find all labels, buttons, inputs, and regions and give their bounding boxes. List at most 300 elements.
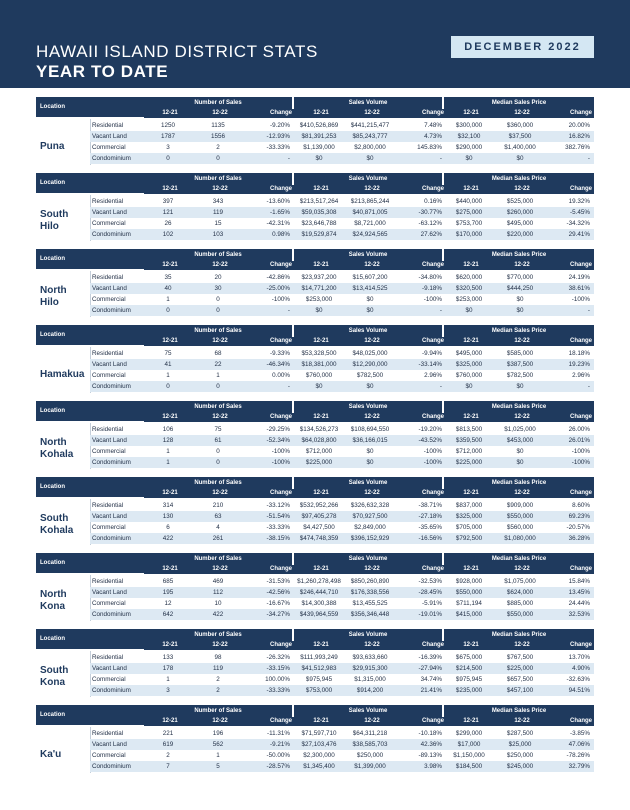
volume-12-22: $108,694,550 — [350, 426, 390, 433]
volume-12-21: $246,444,710 — [299, 589, 339, 596]
sales-12-22: 75 — [214, 426, 222, 433]
sales-change: -51.54% — [266, 513, 290, 520]
property-type: Residential — [92, 274, 124, 281]
table-row — [90, 609, 594, 620]
district-name-line2: Hilo — [40, 297, 59, 308]
price-12-21: $975,945 — [455, 676, 483, 683]
volume-change: -16.39% — [418, 654, 442, 661]
price-change: 382.76% — [565, 144, 590, 151]
sales-12-22: 1 — [216, 372, 220, 379]
price-12-22: $885,000 — [506, 600, 534, 607]
volume-change: -9.18% — [422, 285, 442, 292]
price-12-22: $585,000 — [506, 350, 534, 357]
col-volume-12-22: 12-22 — [364, 490, 380, 496]
price-12-22: $525,000 — [506, 198, 534, 205]
price-change: -5.45% — [570, 209, 590, 216]
group-number-of-sales: Number of Sales — [144, 629, 292, 641]
price-12-21: $705,000 — [455, 524, 483, 531]
col-sales-12-22: 12-22 — [212, 718, 228, 724]
price-12-21: $440,000 — [455, 198, 483, 205]
sales-change: -9.33% — [270, 350, 290, 357]
sales-12-21: 685 — [162, 578, 174, 585]
district-name-line2: Hilo — [40, 221, 59, 232]
sales-change: -12.93% — [266, 133, 290, 140]
table-row — [90, 218, 594, 229]
col-price-12-22: 12-22 — [514, 262, 530, 268]
volume-change: 0.16% — [424, 198, 442, 205]
sales-12-21: 1 — [166, 296, 170, 303]
property-type: Condominium — [92, 307, 131, 314]
col-sales-change: Change — [269, 262, 292, 268]
price-12-21: $0 — [465, 307, 473, 314]
price-change: 94.51% — [568, 687, 590, 694]
col-sales-12-21: 12-21 — [162, 490, 178, 496]
sales-12-21: 12 — [164, 600, 172, 607]
volume-12-21: $1,260,278,498 — [297, 578, 341, 585]
table-row — [90, 663, 594, 674]
property-type: Commercial — [92, 448, 126, 455]
sales-change: -26.32% — [266, 654, 290, 661]
col-sales-12-22: 12-22 — [212, 110, 228, 116]
sales-12-21: 2 — [166, 752, 170, 759]
location-header: Location — [36, 97, 144, 117]
col-sales-12-21: 12-21 — [162, 566, 178, 572]
district-name — [40, 285, 92, 309]
price-12-21: $0 — [465, 155, 473, 162]
volume-12-21: $111,993,249 — [300, 654, 338, 661]
volume-12-21: $213,517,264 — [299, 198, 339, 205]
table-row — [90, 131, 594, 142]
col-volume-12-21: 12-21 — [313, 338, 329, 344]
volume-12-21: $1,345,400 — [303, 763, 335, 770]
volume-change: -33.14% — [418, 361, 442, 368]
sales-change: - — [287, 383, 290, 390]
col-volume-12-21: 12-21 — [313, 262, 329, 268]
price-12-22: $1,080,000 — [504, 535, 536, 542]
district-table — [36, 629, 594, 705]
volume-12-22: $396,152,929 — [350, 535, 390, 542]
col-volume-12-22: 12-22 — [364, 414, 380, 420]
sales-12-22: 10 — [214, 600, 222, 607]
col-volume-change: Change — [421, 718, 444, 724]
property-type: Condominium — [92, 763, 131, 770]
price-change: 47.06% — [568, 741, 590, 748]
district-name — [40, 141, 92, 153]
group-median-sales-price: Median Sales Price — [444, 553, 594, 565]
volume-12-21: $474,748,359 — [299, 535, 339, 542]
sales-change: -33.12% — [266, 502, 290, 509]
district-name — [40, 665, 92, 689]
page-header — [0, 0, 630, 88]
group-median-sales-price: Median Sales Price — [444, 249, 594, 261]
sales-change: - — [287, 307, 290, 314]
property-type: Residential — [92, 502, 124, 509]
price-12-22: $225,000 — [506, 665, 534, 672]
volume-12-22: $2,800,000 — [354, 144, 386, 151]
sales-12-21: 642 — [162, 611, 174, 618]
volume-12-22: $213,865,244 — [350, 198, 390, 205]
property-type: Residential — [92, 198, 124, 205]
price-12-22: $453,000 — [506, 437, 534, 444]
col-price-12-22: 12-22 — [514, 110, 530, 116]
price-change: 13.45% — [568, 589, 590, 596]
col-volume-12-22: 12-22 — [364, 718, 380, 724]
sales-12-22: 422 — [212, 611, 224, 618]
group-number-of-sales: Number of Sales — [144, 97, 292, 109]
property-type: Commercial — [92, 144, 126, 151]
table-row — [90, 370, 594, 381]
volume-12-21: $532,952,266 — [299, 502, 339, 509]
volume-12-21: $0 — [315, 155, 323, 162]
property-type: Residential — [92, 426, 124, 433]
col-volume-12-21: 12-21 — [313, 490, 329, 496]
price-12-21: $325,000 — [455, 361, 483, 368]
table-row — [90, 207, 594, 218]
group-sales-volume: Sales Volume — [294, 629, 442, 641]
table-row — [90, 381, 594, 392]
price-12-22: $624,000 — [506, 589, 534, 596]
group-median-sales-price: Median Sales Price — [444, 705, 594, 717]
price-12-21: $415,000 — [455, 611, 483, 618]
property-type: Condominium — [92, 535, 131, 542]
col-volume-12-21: 12-21 — [313, 718, 329, 724]
col-price-change: Change — [569, 718, 592, 724]
col-volume-12-22: 12-22 — [364, 338, 380, 344]
property-type: Vacant Land — [92, 513, 127, 520]
district-name-line1: South — [40, 513, 69, 524]
price-change: - — [587, 307, 590, 314]
price-change: -20.57% — [566, 524, 590, 531]
sales-change: -13.60% — [266, 198, 290, 205]
col-volume-12-21: 12-21 — [313, 566, 329, 572]
sales-change: 0.00% — [272, 372, 290, 379]
volume-12-22: $0 — [366, 383, 374, 390]
district-name — [40, 209, 92, 233]
volume-change: -63.12% — [418, 220, 442, 227]
price-12-21: $225,000 — [455, 459, 483, 466]
sales-12-22: 119 — [212, 209, 224, 216]
price-12-21: $184,500 — [455, 763, 483, 770]
price-change: 32.53% — [568, 611, 590, 618]
sales-12-21: 3 — [166, 144, 170, 151]
volume-12-22: $250,000 — [356, 752, 384, 759]
volume-12-21: $41,512,983 — [301, 665, 337, 672]
volume-12-22: $12,290,000 — [352, 361, 388, 368]
volume-12-22: $441,215,477 — [350, 122, 390, 129]
group-median-sales-price: Median Sales Price — [444, 97, 594, 109]
property-type: Residential — [92, 654, 124, 661]
sales-12-22: 469 — [212, 578, 224, 585]
col-price-12-21: 12-21 — [463, 490, 479, 496]
volume-12-22: $850,260,890 — [350, 578, 390, 585]
col-price-change: Change — [569, 566, 592, 572]
property-type: Vacant Land — [92, 285, 127, 292]
location-header: Location — [36, 173, 144, 193]
price-12-21: $299,000 — [455, 730, 483, 737]
sales-change: -33.33% — [266, 687, 290, 694]
volume-12-22: $48,025,000 — [352, 350, 388, 357]
sales-change: -34.27% — [266, 611, 290, 618]
volume-12-21: $439,964,559 — [299, 611, 339, 618]
sales-change: -100% — [271, 296, 290, 303]
sales-change: -33.33% — [266, 524, 290, 531]
price-12-22: $360,000 — [506, 122, 534, 129]
district-table — [36, 249, 594, 325]
table-row — [90, 587, 594, 598]
sales-12-22: 22 — [214, 361, 222, 368]
volume-change: 42.36% — [420, 741, 442, 748]
price-12-22: $560,000 — [506, 524, 534, 531]
volume-12-21: $4,427,500 — [303, 524, 335, 531]
volume-12-21: $53,328,500 — [301, 350, 337, 357]
property-type: Commercial — [92, 752, 126, 759]
sales-12-22: 2 — [216, 676, 220, 683]
district-name-line1: South — [40, 665, 69, 676]
sales-change: -11.31% — [267, 730, 290, 737]
sales-change: -9.21% — [270, 741, 290, 748]
table-row — [90, 457, 594, 468]
col-price-change: Change — [569, 110, 592, 116]
sales-12-21: 41 — [164, 361, 172, 368]
location-header: Location — [36, 553, 144, 573]
price-12-21: $928,000 — [455, 578, 483, 585]
sales-12-22: 1135 — [211, 122, 225, 129]
property-type: Vacant Land — [92, 209, 127, 216]
sales-change: -38.15% — [266, 535, 290, 542]
col-sales-12-21: 12-21 — [162, 642, 178, 648]
price-12-22: $909,000 — [506, 502, 534, 509]
table-row — [90, 435, 594, 446]
group-number-of-sales: Number of Sales — [144, 553, 292, 565]
district-name-line1: Puna — [40, 141, 65, 152]
sales-change: 0.98% — [272, 231, 290, 238]
sales-12-21: 128 — [162, 437, 174, 444]
col-price-12-21: 12-21 — [463, 186, 479, 192]
table-row — [90, 305, 594, 316]
table-row — [90, 674, 594, 685]
group-number-of-sales: Number of Sales — [144, 401, 292, 413]
price-12-22: $767,500 — [506, 654, 534, 661]
volume-12-21: $23,937,200 — [301, 274, 337, 281]
group-sales-volume: Sales Volume — [294, 173, 442, 185]
volume-12-21: $23,646,788 — [301, 220, 337, 227]
price-change: -78.26% — [566, 752, 590, 759]
district-table — [36, 553, 594, 629]
volume-12-21: $71,597,710 — [301, 730, 337, 737]
sales-change: -100% — [271, 459, 290, 466]
price-12-22: $457,100 — [506, 687, 534, 694]
price-change: 29.41% — [568, 231, 590, 238]
col-sales-12-22: 12-22 — [212, 338, 228, 344]
price-12-21: $32,100 — [457, 133, 481, 140]
sales-12-22: 196 — [212, 730, 224, 737]
sales-change: -31.53% — [266, 578, 290, 585]
volume-12-22: $0 — [366, 459, 374, 466]
col-price-12-22: 12-22 — [514, 642, 530, 648]
sales-change: -100% — [271, 448, 290, 455]
property-type: Condominium — [92, 611, 131, 618]
volume-12-22: $0 — [366, 296, 374, 303]
property-type: Commercial — [92, 600, 126, 607]
price-change: 32.79% — [568, 763, 590, 770]
district-name — [40, 749, 92, 761]
price-change: - — [587, 155, 590, 162]
volume-change: -32.53% — [418, 578, 442, 585]
volume-12-22: $8,721,000 — [354, 220, 386, 227]
volume-change: -100% — [423, 448, 442, 455]
volume-12-21: $975,945 — [305, 676, 333, 683]
volume-12-22: $85,243,777 — [352, 133, 388, 140]
price-change: -100% — [571, 448, 590, 455]
price-12-21: $300,000 — [455, 122, 483, 129]
group-number-of-sales: Number of Sales — [144, 705, 292, 717]
volume-12-21: $14,771,200 — [301, 285, 337, 292]
location-header: Location — [36, 325, 144, 345]
table-row — [90, 283, 594, 294]
sales-12-22: 1 — [216, 752, 220, 759]
sales-12-21: 0 — [166, 307, 170, 314]
sales-12-22: 112 — [212, 589, 224, 596]
price-12-22: $1,075,000 — [504, 578, 536, 585]
col-volume-change: Change — [421, 642, 444, 648]
col-volume-12-22: 12-22 — [364, 262, 380, 268]
volume-12-21: $225,000 — [305, 459, 333, 466]
price-12-21: $17,000 — [457, 741, 481, 748]
volume-change: - — [439, 383, 442, 390]
volume-12-21: $59,035,308 — [301, 209, 337, 216]
col-volume-change: Change — [421, 338, 444, 344]
sales-change: - — [287, 155, 290, 162]
col-sales-12-22: 12-22 — [212, 642, 228, 648]
table-row — [90, 348, 594, 359]
district-name-line1: North — [40, 285, 67, 296]
sales-12-21: 314 — [162, 502, 174, 509]
col-sales-12-22: 12-22 — [212, 186, 228, 192]
sales-12-22: 1556 — [210, 133, 225, 140]
district-table — [36, 97, 594, 173]
sales-12-21: 106 — [162, 426, 174, 433]
volume-change: -9.94% — [422, 350, 442, 357]
district-name-line2: Kohala — [40, 525, 74, 536]
sales-12-21: 221 — [162, 730, 174, 737]
col-sales-12-21: 12-21 — [162, 718, 178, 724]
price-change: 38.61% — [568, 285, 590, 292]
price-12-21: $1,150,000 — [453, 752, 485, 759]
sales-12-21: 1787 — [160, 133, 175, 140]
price-12-21: $753,700 — [455, 220, 483, 227]
sales-12-21: 397 — [162, 198, 174, 205]
volume-12-21: $134,526,273 — [299, 426, 339, 433]
property-type: Condominium — [92, 383, 131, 390]
table-row — [90, 728, 594, 739]
col-price-12-21: 12-21 — [463, 566, 479, 572]
volume-change: -35.65% — [418, 524, 442, 531]
sales-12-21: 1 — [166, 372, 170, 379]
price-12-22: $1,025,000 — [504, 426, 536, 433]
property-type: Condominium — [92, 231, 131, 238]
price-change: 24.44% — [568, 600, 590, 607]
district-table — [36, 477, 594, 553]
sales-12-22: 103 — [212, 231, 224, 238]
sales-12-22: 68 — [214, 350, 222, 357]
volume-12-21: $253,000 — [305, 296, 333, 303]
table-row — [90, 272, 594, 283]
sales-12-21: 102 — [162, 231, 174, 238]
col-price-12-21: 12-21 — [463, 338, 479, 344]
volume-12-22: $93,633,660 — [352, 654, 388, 661]
date-badge: DECEMBER 2022 — [451, 36, 594, 58]
volume-change: 27.62% — [420, 231, 442, 238]
volume-change: -43.52% — [418, 437, 442, 444]
volume-change: -30.77% — [418, 209, 442, 216]
table-row — [90, 446, 594, 457]
volume-12-21: $753,000 — [305, 687, 333, 694]
col-sales-12-21: 12-21 — [162, 186, 178, 192]
property-type: Condominium — [92, 155, 131, 162]
volume-change: - — [439, 307, 442, 314]
table-row — [90, 576, 594, 587]
price-12-22: $444,250 — [506, 285, 534, 292]
property-type: Commercial — [92, 676, 126, 683]
district-name-line1: South — [40, 209, 69, 220]
table-row — [90, 120, 594, 131]
col-price-12-21: 12-21 — [463, 110, 479, 116]
sales-change: -33.33% — [266, 144, 290, 151]
col-price-12-21: 12-21 — [463, 718, 479, 724]
price-12-21: $0 — [465, 383, 473, 390]
price-change: 20.00% — [568, 122, 590, 129]
property-type: Vacant Land — [92, 589, 127, 596]
group-median-sales-price: Median Sales Price — [444, 477, 594, 489]
group-number-of-sales: Number of Sales — [144, 477, 292, 489]
price-change: 13.70% — [568, 654, 590, 661]
volume-12-22: $2,849,000 — [354, 524, 386, 531]
price-12-22: $0 — [516, 296, 524, 303]
sales-12-21: 130 — [162, 513, 174, 520]
sales-12-22: 0 — [216, 155, 220, 162]
price-12-21: $495,000 — [455, 350, 483, 357]
location-header: Location — [36, 705, 144, 725]
volume-change: -38.71% — [418, 502, 442, 509]
price-change: 19.23% — [568, 361, 590, 368]
price-12-22: $0 — [516, 307, 524, 314]
col-sales-change: Change — [269, 566, 292, 572]
sales-12-21: 26 — [164, 220, 172, 227]
sales-12-21: 7 — [166, 763, 170, 770]
sales-change: -46.34% — [266, 361, 290, 368]
volume-12-22: $64,311,218 — [352, 730, 388, 737]
sales-12-21: 1 — [166, 676, 170, 683]
group-median-sales-price: Median Sales Price — [444, 401, 594, 413]
sales-12-22: 0 — [216, 307, 220, 314]
sales-change: -42.56% — [266, 589, 290, 596]
price-12-22: $287,500 — [506, 730, 534, 737]
volume-change: -100% — [423, 459, 442, 466]
sales-change: 100.00% — [265, 676, 290, 683]
volume-change: 7.48% — [424, 122, 442, 129]
volume-change: -27.94% — [418, 665, 442, 672]
col-sales-change: Change — [269, 642, 292, 648]
group-sales-volume: Sales Volume — [294, 401, 442, 413]
volume-change: -16.56% — [418, 535, 442, 542]
property-type: Residential — [92, 730, 124, 737]
sales-12-21: 0 — [166, 383, 170, 390]
property-type: Commercial — [92, 220, 126, 227]
group-sales-volume: Sales Volume — [294, 553, 442, 565]
sales-change: -28.57% — [266, 763, 290, 770]
sales-change: -33.15% — [266, 665, 290, 672]
volume-12-21: $14,300,388 — [301, 600, 337, 607]
